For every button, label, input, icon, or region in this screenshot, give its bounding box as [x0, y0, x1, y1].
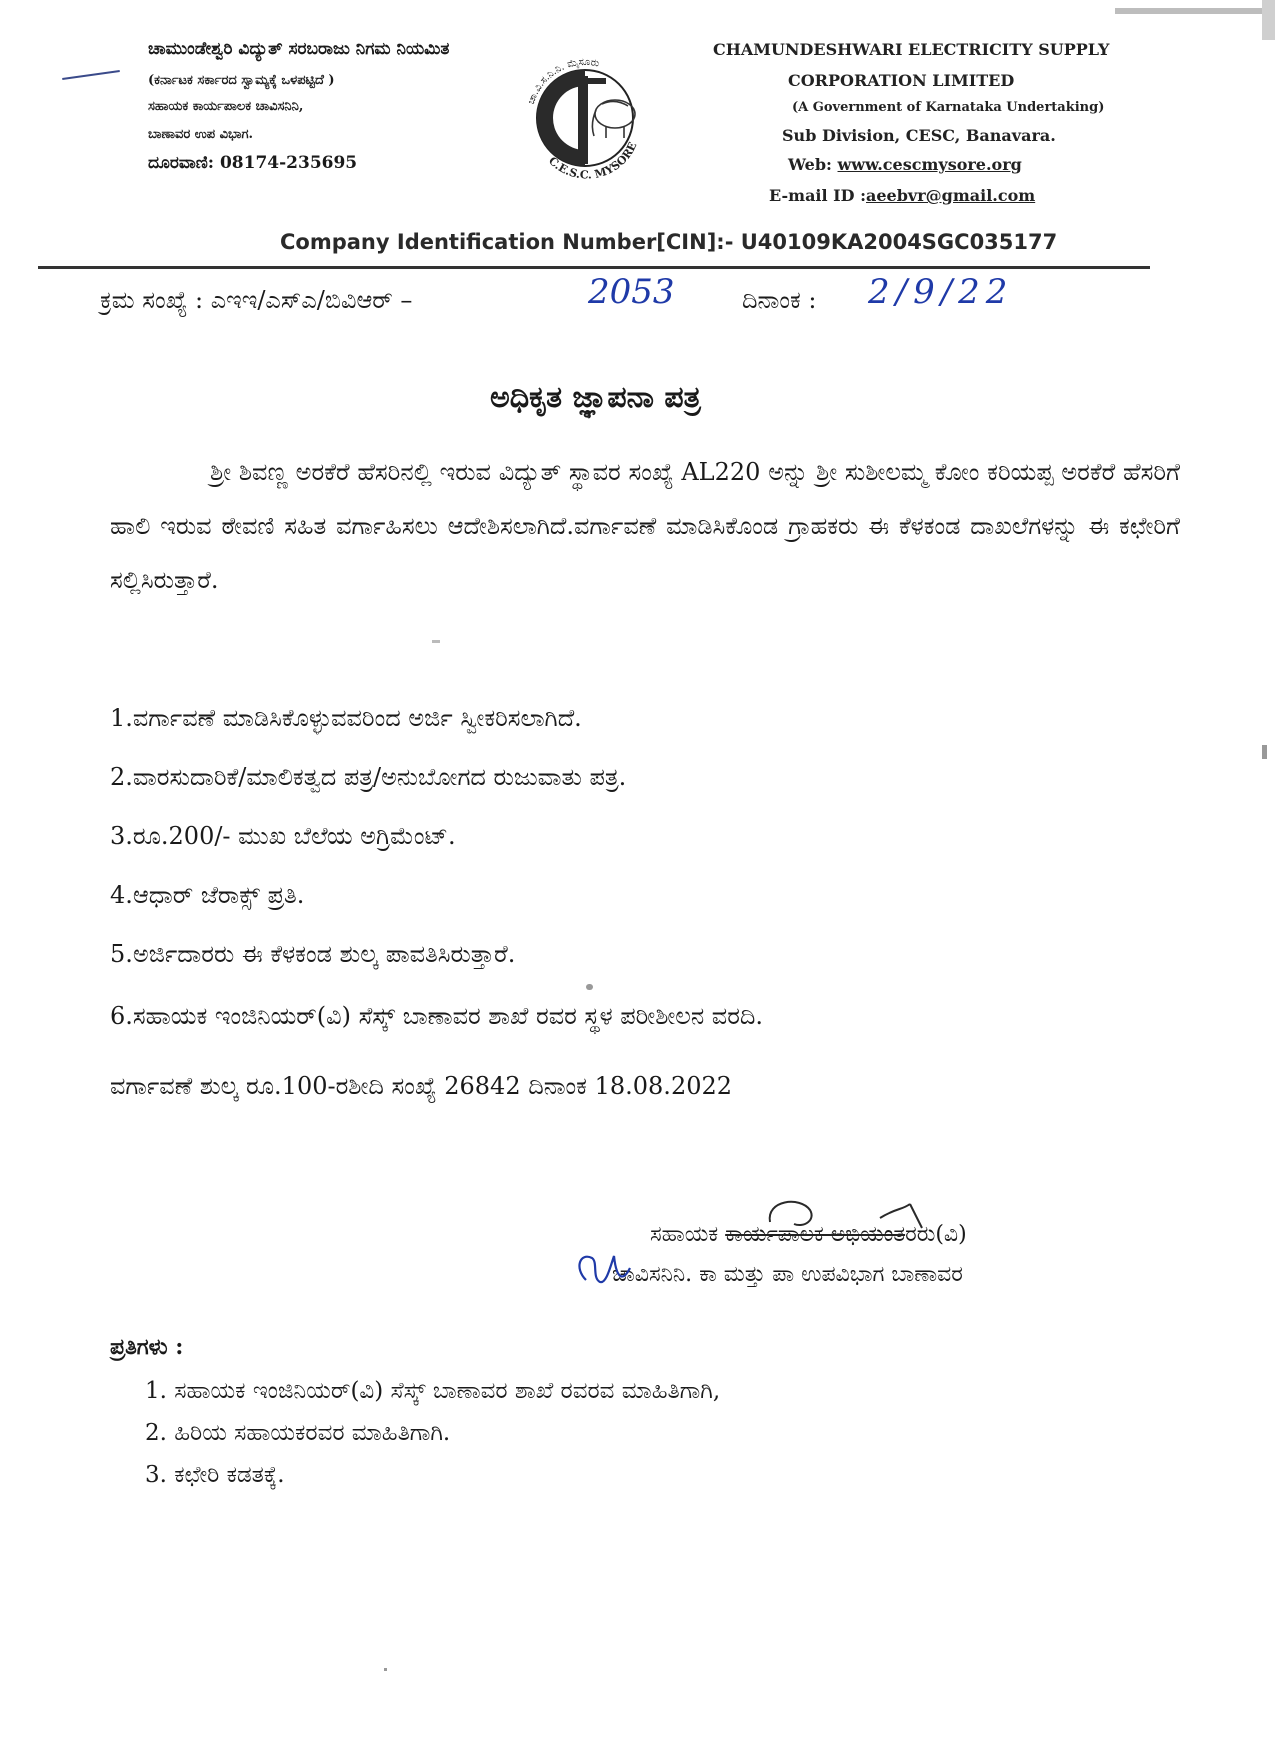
header-divider	[38, 266, 1150, 269]
logo-text-bottom: C.E.S.C. MYSORE	[545, 140, 640, 182]
document-item-5: 5.ಅರ್ಜಿದಾರರು ಈ ಕೆಳಕಂಡ ಶುಲ್ಕ ಪಾವತಿಸಿರುತ್ತಾರೆ.	[110, 940, 516, 968]
company-cin: Company Identification Number[CIN]:- U40109KA2004SGC035177	[280, 230, 1058, 254]
web-link[interactable]: www.cescmysore.org	[837, 155, 1022, 174]
scan-edge-right	[1262, 0, 1275, 40]
copies-heading: ಪ್ರತಿಗಳು :	[110, 1334, 184, 1360]
email-label: E-mail ID :	[769, 186, 866, 205]
reference-date-value: 2/9/22	[868, 272, 1014, 312]
header-web	[788, 155, 1022, 174]
document-item-4: 4.ಆಧಾರ್ ಜೆರಾಕ್ಸ್ ಪ್ರತಿ.	[110, 881, 305, 909]
copy-item-2: 2. ಹಿರಿಯ ಸಹಾಯಕರವರ ಮಾಹಿತಿಗಾಗಿ.	[145, 1420, 451, 1446]
memo-title: ಅಧಿಕೃತ ಜ್ಞಾಪನಾ ಪತ್ರ	[490, 380, 701, 415]
header-en-name-line1: CHAMUNDESHWARI ELECTRICITY SUPPLY	[713, 40, 1110, 59]
header-kn-govt: (ಕರ್ನಾಟಕ ಸರ್ಕಾರದ ಸ್ವಾಮ್ಯಕ್ಕೆ ಒಳಪಟ್ಟಿದೆ )	[148, 73, 335, 88]
header-kn-office: ಸಹಾಯಕ ಕಾರ್ಯಪಾಲಕ ಚಾವಿಸನಿನಿ,	[148, 99, 304, 114]
scan-speck	[1262, 745, 1267, 759]
designation-struck: ಕಾರ್ಯಪಾಲಕ ಅಭಿಯಂತ	[725, 1222, 906, 1247]
header-kn-phone: ದೂರವಾಣಿ: 08174-235695	[148, 153, 358, 173]
document-item-1: 1.ವರ್ಗಾವಣೆ ಮಾಡಿಸಿಕೊಳ್ಳುವವರಿಂದ ಅರ್ಜಿ ಸ್ವೀಕರಿಸಲಾಗಿದೆ.	[110, 704, 582, 732]
designation-prefix: ಸಹಾಯಕ	[650, 1222, 726, 1247]
signatory-office: ಚಾವಿಸನಿನಿ. ಕಾ ಮತ್ತು ಪಾ ಉಪವಿಭಾಗ ಬಾಣಾವರ	[612, 1262, 963, 1287]
paragraph-text: ಶ್ರೀ ಶಿವಣ್ಣ ಅರಕೆರೆ ಹೆಸರಿನಲ್ಲಿ ಇರುವ ವಿದ್ಯುತ್ ಸ್ಥಾವರ ಸಂಖ್ಯೆ AL220 ಅನ್ನು ಶ್ರೀ ಸುಶೀಲಮ್ಮ ಕೋಂ ಕರಿಯಪ್ಪ ಅರಕೆರೆ ಹೆಸರಿಗೆ ಹಾಲಿ ಇರುವ ಠೇವಣಿ ಸಹಿತ ವರ್ಗಾಹಿಸಲು ಆದೇಶಿಸಲಾಗಿದೆ.ವರ್ಗಾವಣೆ ಮಾಡಿಸಿಕೊಂಡ ಗ್ರಾಹಕರು ಈ ಕೆಳಕಂಡ ದಾಖಲೆಗಳನ್ನು ಈ ಕಛೇರಿಗೆ ಸಲ್ಲಿಸಿರುತ್ತಾರೆ.	[110, 458, 1180, 594]
reference-number-value: 2053	[588, 272, 675, 312]
header-en-govt: (A Government of Karnataka Undertaking)	[792, 100, 1105, 115]
logo-text-top: ಚಾ.ವಿ.ಸ.ನಿ.ನಿ. ಮೈಸೂರು	[525, 56, 601, 106]
scan-speck	[432, 640, 440, 643]
document-item-6: 6.ಸಹಾಯಕ ಇಂಜಿನಿಯರ್(ವಿ) ಸೆಸ್ಕ್ ಬಾಣಾವರ ಶಾಖೆ ರವರ ಸ್ಥಳ ಪರೀಶೀಲನ ವರದಿ.	[110, 1002, 764, 1030]
header-en-subdiv: Sub Division, CESC, Banavara.	[782, 126, 1056, 145]
header-kn-org: ಚಾಮುಂಡೇಶ್ವರಿ ವಿದ್ಯುತ್ ಸರಬರಾಜು ನಿಗಮ ನಿಯಮಿತ	[148, 39, 450, 59]
pen-mark	[62, 70, 120, 80]
scan-edge-top	[1115, 8, 1275, 14]
document-item-2: 2.ವಾರಸುದಾರಿಕೆ/ಮಾಲಿಕತ್ವದ ಪತ್ರ/ಅನುಬೋಗದ ರುಜುವಾತು ಪತ್ರ.	[110, 763, 627, 791]
copy-item-1: 1. ಸಹಾಯಕ ಇಂಜಿನಿಯರ್(ವಿ) ಸೆಸ್ಕ್ ಬಾಣಾವರ ಶಾಖೆ ರವರವ ಮಾಹಿತಿಗಾಗಿ,	[145, 1378, 721, 1404]
handwritten-signature	[570, 1188, 1030, 1298]
reference-date-label: ದಿನಾಂಕ :	[742, 286, 817, 314]
header-kn-subdiv: ಬಾಣಾವರ ಉಪ ವಿಭಾಗ.	[148, 127, 254, 142]
copy-item-3: 3. ಕಛೇರಿ ಕಡತಕ್ಕೆ.	[145, 1462, 285, 1488]
fee-receipt-line: ವರ್ಗಾವಣೆ ಶುಲ್ಕ ರೂ.100-ರಶೀದಿ ಸಂಖ್ಯೆ 26842 ದಿನಾಂಕ 18.08.2022	[110, 1072, 733, 1100]
designation-suffix: ರರು(ವಿ)	[905, 1222, 967, 1247]
header-email	[769, 186, 1035, 205]
document-item-3: 3.ರೂ.200/- ಮುಖ ಬೆಲೆಯ ಅಗ್ರಿಮೆಂಟ್.	[110, 822, 456, 850]
email-link[interactable]: aeebvr@gmail.com	[866, 186, 1036, 205]
scan-speck	[384, 1668, 387, 1671]
header-en-name-line2: CORPORATION LIMITED	[788, 71, 1015, 90]
scan-speck	[586, 984, 593, 990]
web-label: Web:	[788, 155, 838, 174]
cesc-logo	[510, 40, 660, 190]
reference-number-label: ಕ್ರಮ ಸಂಖ್ಯೆ : ಎಇಇ/ಎಸ್ಎ/ಬಿವಿಆರ್ –	[100, 286, 413, 314]
memo-paragraph	[110, 445, 1180, 607]
